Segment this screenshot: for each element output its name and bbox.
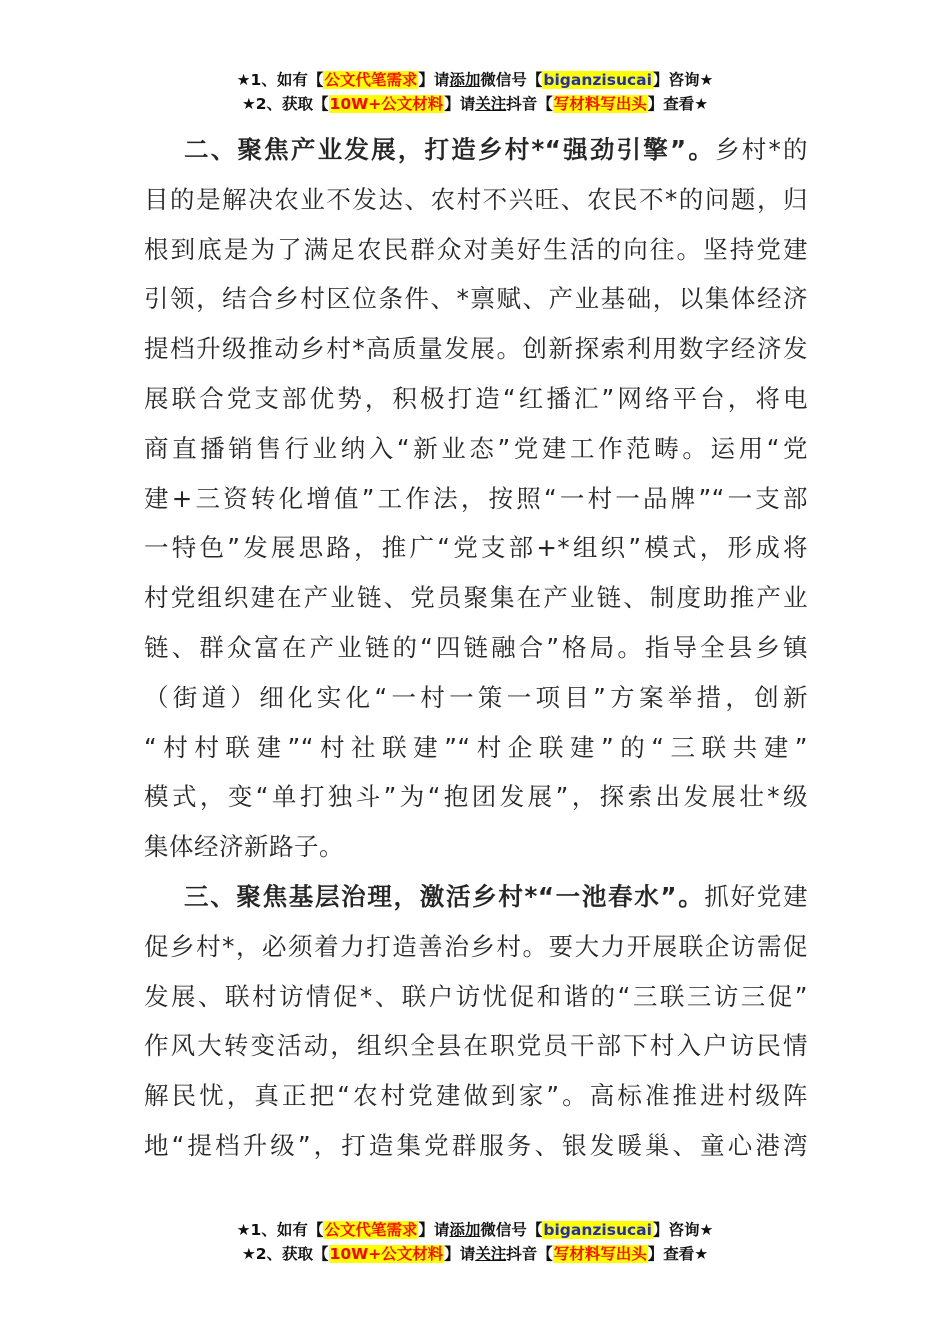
banner-text: 抖音【 bbox=[506, 1245, 553, 1263]
banner-underlined: 添加 bbox=[449, 71, 481, 89]
highlight-wechat-id: biganzisucai bbox=[543, 71, 652, 89]
paragraph-text: 乡村*的 bbox=[715, 135, 809, 164]
paragraph-line: 一特色”发展思路，推广“党支部+*组织”模式，形成将 bbox=[144, 533, 808, 563]
banner-text: 微信号【 bbox=[480, 71, 543, 89]
section-2-heading: 二、聚焦产业发展，打造乡村*“强劲引擎”。 bbox=[184, 135, 716, 164]
section-3-heading: 三、聚焦基层治理，激活乡村*“一池春水”。 bbox=[184, 881, 705, 911]
banner-text: ★1、如有【 bbox=[236, 1221, 324, 1239]
highlight-douyin: 写材料写出头 bbox=[553, 95, 647, 113]
banner-text: 】请 bbox=[418, 1221, 450, 1239]
banner-text: ★2、获取【 bbox=[241, 1245, 329, 1263]
highlight-service: 公文代笔需求 bbox=[324, 71, 418, 89]
highlight-wechat-id: biganzisucai bbox=[543, 1221, 652, 1239]
paragraph-line: 促乡村*，必须着力打造善治乡村。要大力开展联企访需促 bbox=[144, 931, 808, 961]
paragraph-line: （街道）细化实化“一村一策一项目”方案举措，创新 bbox=[144, 682, 808, 712]
banner-text: ★2、获取【 bbox=[241, 95, 329, 113]
paragraph-line: “村村联建”“村社联建”“村企联建”的“三联共建” bbox=[144, 732, 808, 762]
paragraph-line: 地“提档升级”，打造集党群服务、银发暖巢、童心港湾 bbox=[144, 1130, 808, 1160]
paragraph-line: 提档升级推动乡村*高质量发展。创新探索利用数字经济发 bbox=[144, 334, 808, 364]
paragraph-line: 商直播销售行业纳入“新业态”党建工作范畴。运用“党 bbox=[144, 433, 808, 463]
section-2-first-line bbox=[144, 125, 808, 175]
paragraph-line: 根到底是为了满足农民群众对美好生活的向往。坚持党建 bbox=[144, 234, 808, 264]
highlight-douyin: 写材料写出头 bbox=[553, 1245, 647, 1263]
banner-line-1 bbox=[0, 1218, 950, 1242]
highlight-service: 公文代笔需求 bbox=[324, 1221, 418, 1239]
document-body bbox=[144, 125, 808, 1171]
banner-line-2 bbox=[0, 1242, 950, 1266]
section-3-first-line bbox=[144, 872, 808, 922]
top-banner bbox=[0, 68, 950, 116]
highlight-materials: 10W+公文材料 bbox=[329, 95, 444, 113]
paragraph-line: 展联合党支部优势，积极打造“红播汇”网络平台，将电 bbox=[144, 383, 808, 413]
paragraph-line: 引领，结合乡村区位条件、*禀赋、产业基础，以集体经济 bbox=[144, 284, 808, 314]
banner-text: 】查看★ bbox=[647, 1245, 709, 1263]
highlight-materials: 10W+公文材料 bbox=[329, 1245, 444, 1263]
banner-text: 】咨询★ bbox=[652, 1221, 714, 1239]
paragraph-line: 作风大转变活动，组织全县在职党员干部下村入户访民情 bbox=[144, 1031, 808, 1061]
banner-text: 】请 bbox=[418, 71, 450, 89]
paragraph-line: 模式，变“单打独斗”为“抱团发展”，探索出发展壮*级 bbox=[144, 782, 808, 812]
banner-underlined: 添加 bbox=[449, 1221, 481, 1239]
banner-text: 微信号【 bbox=[480, 1221, 543, 1239]
paragraph-line: 链、群众富在产业链的“四链融合”格局。指导全县乡镇 bbox=[144, 632, 808, 662]
banner-underlined: 关注 bbox=[475, 95, 507, 113]
paragraph-text: 抓好党建 bbox=[704, 881, 809, 911]
banner-text: 】咨询★ bbox=[652, 71, 714, 89]
banner-text: 】请 bbox=[444, 95, 476, 113]
banner-text: 抖音【 bbox=[506, 95, 553, 113]
paragraph-line: 发展、联村访情促*、联户访忧促和谐的“三联三访三促” bbox=[144, 981, 808, 1011]
banner-line-1 bbox=[0, 68, 950, 92]
paragraph-line: 村党组织建在产业链、党员聚集在产业链、制度助推产业 bbox=[144, 583, 808, 613]
bottom-banner bbox=[0, 1218, 950, 1266]
banner-text: 】请 bbox=[444, 1245, 476, 1263]
paragraph-line: 目的是解决农业不发达、农村不兴旺、农民不*的问题，归 bbox=[144, 184, 808, 214]
paragraph-line: 集体经济新路子。 bbox=[144, 832, 344, 862]
banner-underlined: 关注 bbox=[475, 1245, 507, 1263]
banner-line-2 bbox=[0, 92, 950, 116]
banner-text: 】查看★ bbox=[647, 95, 709, 113]
paragraph-line: 解民忧，真正把“农村党建做到家”。高标准推进村级阵 bbox=[144, 1081, 808, 1111]
banner-text: ★1、如有【 bbox=[236, 71, 324, 89]
paragraph-line: 建+三资转化增值”工作法，按照“一村一品牌”“一支部 bbox=[144, 483, 808, 513]
